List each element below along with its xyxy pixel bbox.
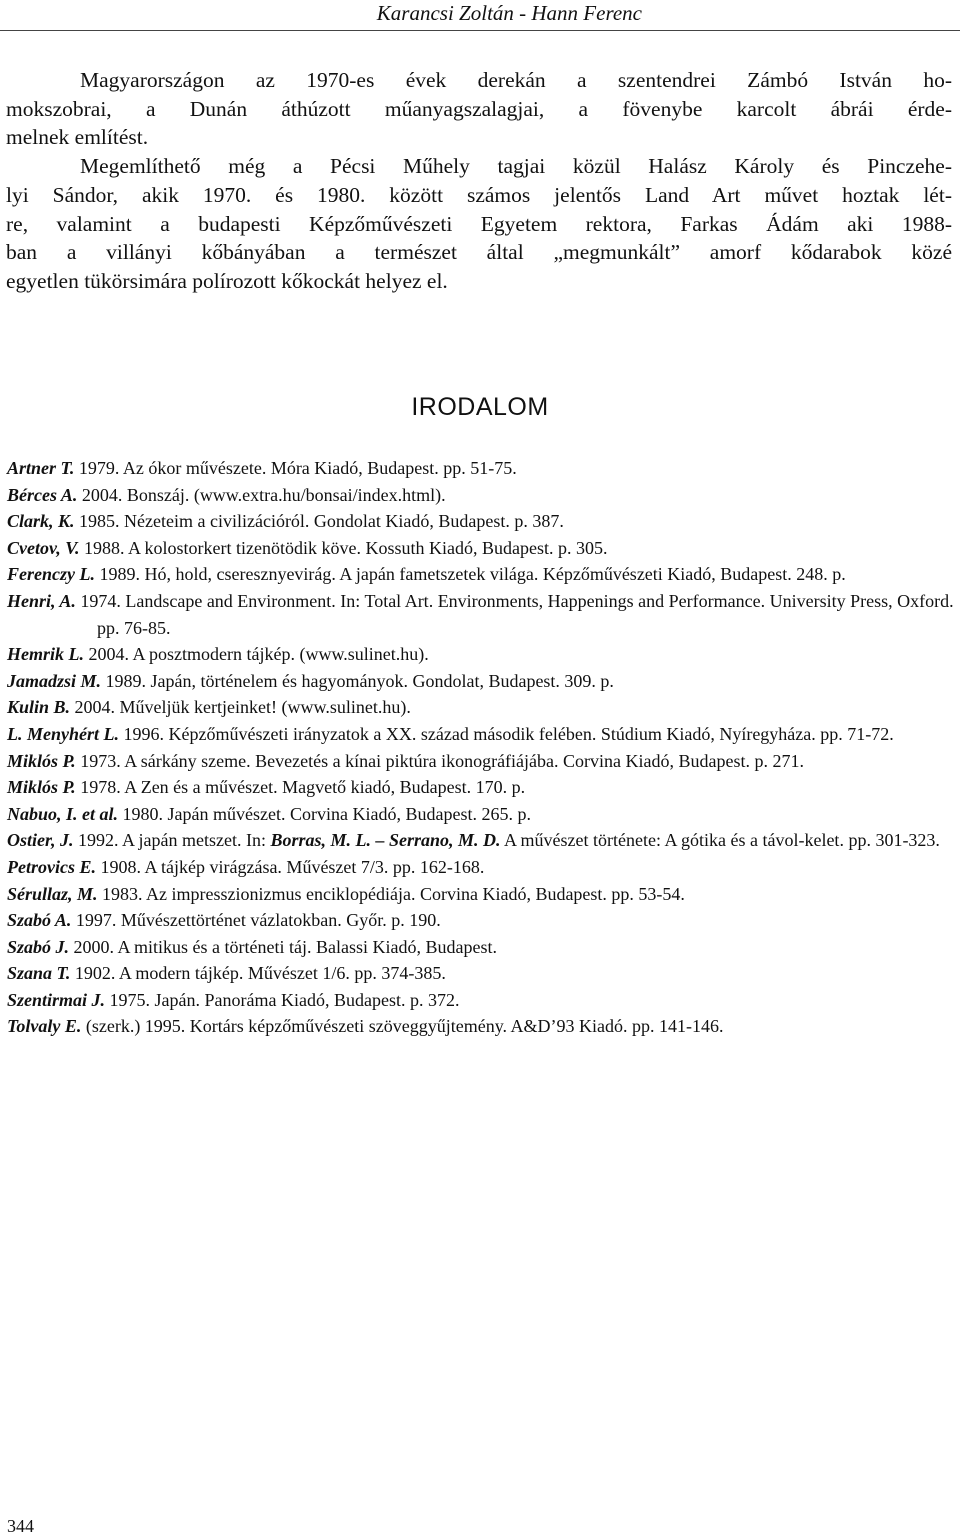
reference-text: (szerk.) 1995. Kortárs képzőművészeti szöveggyűjtemény. A&D’93 Kiadó. pp. 141-146. — [81, 1016, 724, 1037]
reference-author: Miklós P. — [7, 750, 76, 771]
reference-author: Miklós P. — [7, 777, 76, 798]
reference-item — [7, 535, 955, 562]
reference-author: Henri, A. — [7, 590, 76, 611]
reference-author: Clark, K. — [7, 511, 75, 532]
header-rule — [0, 30, 960, 31]
reference-item — [7, 668, 955, 695]
reference-author: Cvetov, V. — [7, 537, 80, 558]
reference-text: 1975. Japán. Panoráma Kiadó, Budapest. p. 372. — [105, 989, 460, 1010]
reference-author: Nabuo, I. et al. — [7, 803, 119, 824]
reference-author: L. Menyhért L. — [7, 723, 119, 744]
paragraph-line: Magyarországon az 1970-es évek derekán a szentendrei Zámbó István ho- — [80, 68, 952, 92]
body-text — [6, 66, 952, 296]
reference-item — [7, 482, 955, 509]
reference-author: Szabó J. — [7, 936, 70, 957]
reference-author: Szentirmai J. — [7, 989, 106, 1010]
reference-author: Ostier, J. — [7, 830, 74, 851]
reference-item — [7, 934, 955, 961]
reference-text: 1992. A japán metszet. In: — [73, 830, 271, 851]
reference-item — [7, 960, 955, 987]
reference-text: A művészet története: A gótika és a távol-kelet. pp. 301-323. — [500, 830, 940, 851]
reference-text: 1988. A kolostorkert tizenötödik köve. Kossuth Kiadó, Budapest. p. 305. — [79, 537, 608, 558]
reference-item — [7, 881, 955, 908]
reference-item — [7, 721, 955, 748]
reference-text: 2000. A mitikus és a történeti táj. Balassi Kiadó, Budapest. — [69, 936, 497, 957]
reference-text: 1908. A tájkép virágzása. Művészet 7/3. pp. 162-168. — [95, 856, 485, 877]
reference-text: 2004. A posztmodern tájkép. (www.sulinet.hu). — [84, 644, 429, 665]
reference-author: Artner T. — [7, 458, 75, 478]
reference-item — [7, 801, 955, 828]
page-number: 344 — [7, 1516, 34, 1536]
paragraph-line: Megemlíthető még a Pécsi Műhely tagjai közül Halász Károly és Pinczehe- — [80, 154, 952, 179]
paragraph-line: re, valamint a budapesti Képzőművészeti Egyetem rektora, Farkas Ádám aki 1988- — [6, 211, 952, 236]
reference-text: 1983. Az impresszionizmus enciklopédiája. Corvina Kiadó, Budapest. pp. 53-54. — [97, 883, 685, 904]
reference-author: Szana T. — [7, 963, 71, 984]
reference-text: 1980. Japán művészet. Corvina Kiadó, Budapest. 265. p. — [118, 803, 531, 824]
reference-author: Petrovics E. — [7, 856, 96, 877]
reference-text: 1985. Nézeteim a civilizációról. Gondolat Kiadó, Budapest. p. 387. — [74, 511, 564, 532]
reference-item — [7, 854, 955, 881]
paragraph-line: ban a villányi kőbányában a természet által „megmunkált” amorf kődarabok közé — [6, 240, 952, 265]
reference-text: 1978. A Zen és a művészet. Magvető kiadó, Budapest. 170. p. — [75, 777, 526, 798]
reference-item — [7, 561, 955, 588]
running-head: Karancsi Zoltán - Hann Ferenc — [376, 1, 642, 25]
reference-text: 1979. Az ókor művészete. Móra Kiadó, Budapest. pp. 51-75. — [74, 458, 517, 478]
reference-item — [7, 774, 955, 801]
reference-item — [7, 508, 955, 535]
reference-text: 2004. Bonszáj. (www.extra.hu/bonsai/index.html). — [77, 484, 446, 505]
reference-text: 1902. A modern tájkép. Művészet 1/6. pp. 374-385. — [70, 963, 446, 984]
reference-item — [7, 588, 955, 641]
reference-item — [7, 907, 955, 934]
reference-text: 1997. Művészettörténet vázlatokban. Győr. p. 190. — [71, 910, 441, 931]
paragraph-1 — [6, 66, 952, 152]
reference-item — [7, 1013, 955, 1040]
paragraph-line: egyetlen tükörsimára polírozott kőkockát helyez el. — [6, 268, 448, 293]
reference-list — [7, 455, 955, 1040]
reference-author: Jamadzsi M. — [7, 670, 102, 691]
reference-author: Szabó A. — [7, 910, 72, 931]
page-header — [0, 0, 960, 40]
reference-text: 1974. Landscape and Environment. In: Total Art. Environments, Happenings and Performance. University Press, Oxford. pp. 76-85. — [75, 590, 954, 638]
paragraph-line: lyi Sándor, akik 1970. és 1980. között számos jelentős Land Art művet hoztak lét- — [6, 182, 952, 207]
reference-item — [7, 987, 955, 1014]
reference-item — [7, 641, 955, 668]
reference-text: 1996. Képzőművészeti irányzatok a XX. század második felében. Stúdium Kiadó, Nyíregyháza. pp. 71-72. — [119, 723, 894, 744]
reference-text: 1973. A sárkány szeme. Bevezetés a kínai piktúra ikonográfiájába. Corvina Kiadó, Budapest. p. 271. — [75, 750, 804, 771]
paragraph-line: melnek említést. — [6, 125, 149, 150]
reference-editor: Borras, M. L. – Serrano, M. D. — [270, 830, 501, 851]
reference-text: 2004. Műveljük kertjeinket! (www.sulinet.hu). — [70, 697, 411, 718]
reference-author: Kulin B. — [7, 697, 71, 718]
reference-text: 1989. Japán, történelem és hagyományok. Gondolat, Budapest. 309. p. — [101, 670, 614, 691]
paragraph-line: mokszobrai, a Dunán áthúzott műanyagszalagjai, a fövenybe karcolt ábrái érde- — [6, 96, 952, 121]
reference-author: Tolvaly E. — [7, 1016, 82, 1037]
reference-item — [7, 694, 955, 721]
reference-text: 1989. Hó, hold, cseresznyevirág. A japán fametszetek világa. Képzőművészeti Kiadó, Budapest. 248. p. — [94, 564, 846, 585]
reference-item — [7, 748, 955, 775]
section-title: IRODALOM — [411, 393, 549, 421]
reference-author: Sérullaz, M. — [7, 883, 98, 904]
paragraph-2 — [6, 152, 952, 296]
reference-author: Hemrik L. — [7, 644, 84, 665]
reference-item — [7, 827, 955, 854]
reference-author: Ferenczy L. — [7, 564, 95, 585]
reference-item — [7, 455, 955, 482]
reference-author: Bérces A. — [7, 484, 78, 505]
